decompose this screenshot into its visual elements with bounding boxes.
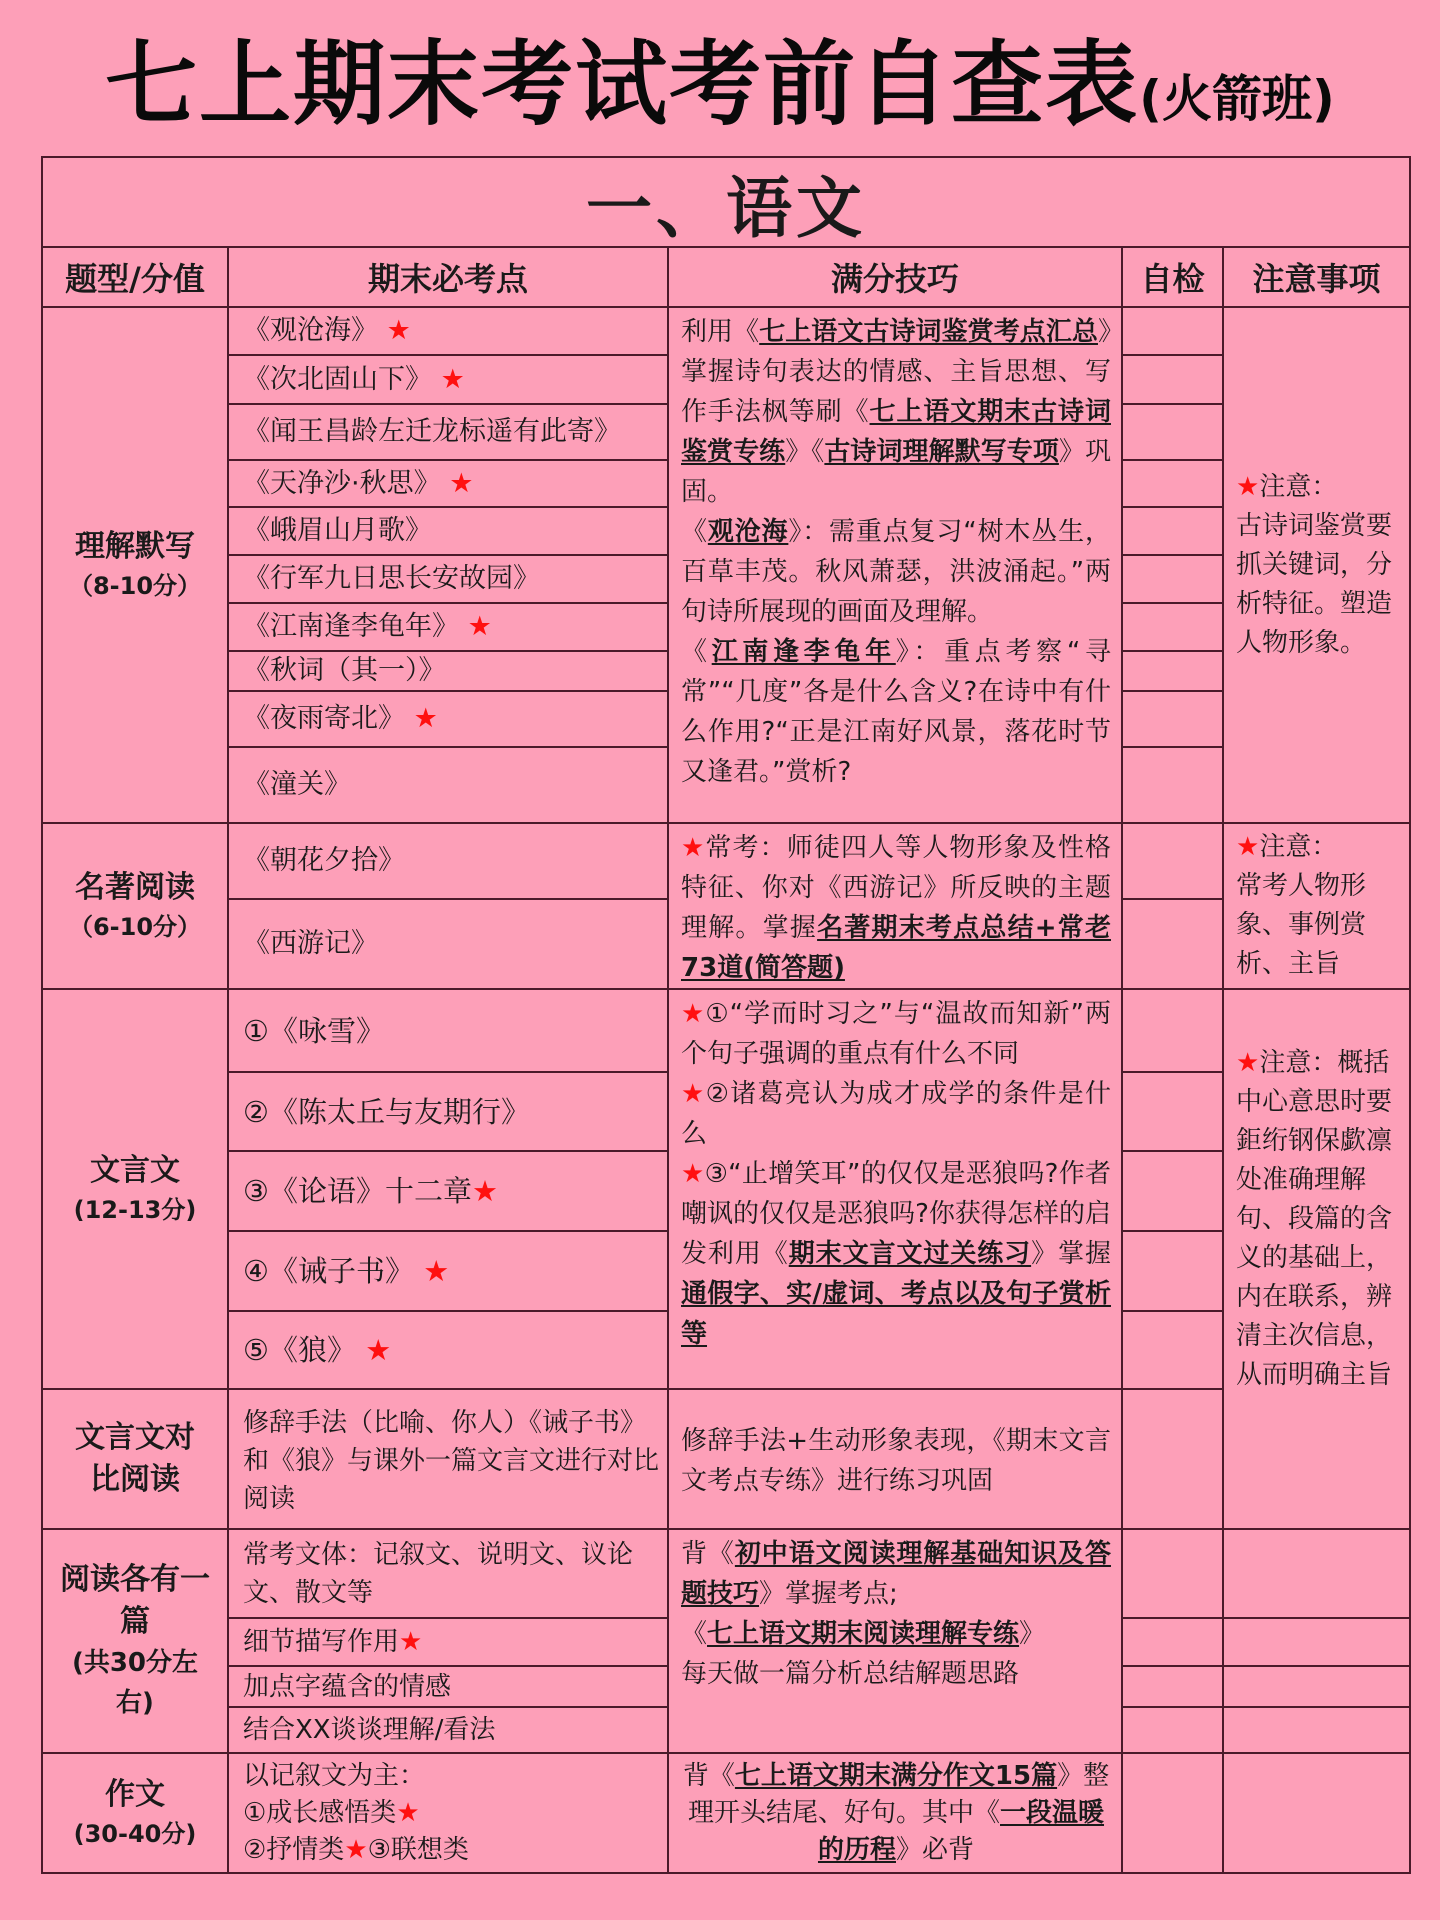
tip-text: 》巩固。 [681,437,1111,507]
note-cell-empty [1222,1665,1411,1708]
note-label: 注意： [1259,832,1338,862]
tip-text: 修辞手法+生动形象表现，《期末文言文考点专练》进行练习巩固 [681,1426,1111,1496]
star-icon: ★ [467,611,492,642]
tips-comparison [667,1388,1123,1530]
category-essay [41,1752,229,1874]
tip-text: 常考：师徒四人等人物形象及性格特征、你对《西游记》所反映的主题理解。掌握 [681,833,1111,943]
category-name: 理解默写 [75,529,195,564]
self-check-box[interactable] [1121,822,1224,900]
key-point-item [227,1665,669,1708]
self-check-box[interactable] [1121,1665,1224,1708]
key-point-item [227,1706,669,1754]
category-classical [41,988,229,1390]
key-point-essay [227,1752,669,1874]
note-poetry [1222,306,1411,824]
resource-link[interactable]: 一段温暖的历程 [817,1798,1105,1865]
tips-classics [667,822,1123,990]
key-point-item [227,746,669,824]
resource-link[interactable]: 初中语文阅读理解基础知识及答题技巧 [681,1539,1111,1609]
star-icon: ★ [423,1254,450,1288]
self-check-box[interactable] [1121,1150,1224,1232]
tip-text: 》整理开头结尾、好句。其中《 [687,1761,1110,1828]
note-classics [1222,822,1411,990]
self-check-box[interactable] [1121,690,1224,748]
tip-text: 背《 [682,1761,735,1791]
star-icon: ★ [681,999,706,1029]
tips-classical [667,988,1123,1390]
key-point-text: 《峨眉山月歌》 [243,515,432,546]
note-label: 注意： [1259,471,1338,502]
key-point-item [227,1388,669,1530]
key-point-item [227,354,669,405]
note-cell-empty [1222,1528,1411,1619]
key-point-text: 《西游记》 [243,928,378,959]
key-point-item [227,403,669,461]
star-icon: ★ [365,1333,392,1367]
tip-text: 》掌握 [1031,1239,1111,1269]
key-point-text: 结合XX谈谈理解/看法 [243,1715,496,1745]
category-name: 名著阅读 [75,870,195,905]
category-comparison [41,1388,229,1530]
key-point-item [227,306,669,356]
note-classical [1222,988,1411,1530]
key-point-item [227,1310,669,1390]
self-check-box[interactable] [1121,1071,1224,1152]
page-title [0,30,1440,154]
note-cell-empty [1222,1706,1411,1754]
note-text: 注意：概括中心意思时要鉅绗钢保歔凛处准确理解句、段篇的含义的基础上，内在联系，辨清主次信息，从而明确主旨 [1236,1048,1393,1390]
self-check-box[interactable] [1121,988,1224,1073]
self-check-box[interactable] [1121,554,1224,604]
self-check-box[interactable] [1121,306,1224,356]
key-point-text: 《观沧海》 [243,315,378,346]
key-point-text: 《秋词（其一）》 [243,655,446,686]
key-point-text: ②《陈太丘与友期行》 [243,1094,530,1129]
key-point-item [227,822,669,900]
tip-text: 《 [681,517,708,547]
key-point-item [227,1230,669,1312]
self-check-box[interactable] [1121,602,1224,652]
star-icon: ★ [1236,832,1260,862]
category-name: 文言文对比阅读 [75,1420,195,1497]
key-point-text: ④《诫子书》 [243,1254,414,1288]
tips-reading [667,1528,1123,1754]
category-name: 阅读各有一篇 [60,1562,210,1639]
note-cell-empty [1222,1617,1411,1667]
category-score: (30-40分) [73,1820,197,1848]
key-point-text: 《夜雨寄北》 [243,703,405,734]
key-point-item [227,554,669,604]
key-point-text: 修辞手法（比喻、你人）《诫子书》和《狼》与课外一篇文言文进行对比阅读 [243,1408,660,1514]
tip-text: 》掌握诗句表达的情感、主旨思想、写作手法枫等刷《 [681,317,1111,427]
category-classics [41,822,229,990]
key-point-item [227,602,669,652]
tip-text: 》《 [785,437,825,467]
self-check-box[interactable] [1121,506,1224,556]
key-point-text: 细节描写作用 [243,1627,400,1657]
tip-text: 利用《 [681,317,760,347]
key-point-item [227,1617,669,1667]
key-point-text: 以记叙文为主： [243,1761,426,1791]
tip-text: 》 [1019,1619,1046,1649]
star-icon: ★ [449,467,474,499]
resource-link[interactable]: 期末文言文过关练习 [788,1239,1032,1269]
tip-text: ②诸葛亮认为成才成学的条件是什么 [681,1079,1112,1149]
category-score: (12-13分) [73,1196,197,1224]
category-reading [41,1528,229,1754]
tip-text: 》：需重点复习“树木丛生，百草丰茂。秋风萧瑟，洪波涌起。”两句诗所展现的画面及理解。 [681,517,1111,627]
tip-emphasis: 通假字、实/虚词、考点以及句子赏析等 [681,1279,1111,1349]
key-point-item [227,898,669,990]
self-check-box[interactable] [1121,459,1224,508]
note-text: 常考人物形象、事例赏析、主旨 [1236,871,1367,979]
self-check-box[interactable] [1121,1617,1224,1667]
note-text: 古诗词鉴赏要抓关键词，分析特征。塑造人物形象。 [1236,510,1393,658]
key-point-item [227,1150,669,1232]
key-point-item [227,988,669,1073]
resource-link[interactable]: 观沧海 [707,517,789,547]
star-icon: ★ [1236,1048,1260,1078]
resource-link[interactable]: 名著期末考点总结+常老73道(简答题) [681,913,1111,983]
key-point-text: ①《咏雪》 [243,1013,385,1048]
resource-link[interactable]: 古诗词理解默写专项 [824,437,1059,467]
key-point-text: 《天净沙·秋思》 [243,467,441,499]
key-point-text: ①成长感悟类 [243,1798,397,1828]
key-point-text: 《闻王昌龄左迁龙标遥有此寄》 [243,416,621,447]
tip-text: 》掌握考点; [759,1579,898,1609]
self-check-box[interactable] [1121,403,1224,461]
star-icon: ★ [386,315,411,346]
key-point-text: ⑤《狼》 [243,1333,356,1367]
tip-text: 背《 [681,1539,735,1569]
category-score: （8-10分） [68,572,202,600]
key-point-item [227,506,669,556]
note-cell-empty [1222,1752,1411,1874]
tips-poetry [667,306,1123,824]
self-check-box[interactable] [1121,1706,1224,1754]
star-icon: ★ [413,703,438,734]
column-header-type-score: 题型/分值 [41,246,229,308]
tip-text: 》：重点考察“寻常”“几度”各是什么含义?在诗中有什么作用?“正是江南好风景，落花时节又逢君。”赏析? [681,637,1111,787]
column-header-notes: 注意事项 [1222,246,1411,308]
category-score: （6-10分） [68,913,202,941]
resource-link[interactable]: 江南逢李龟年 [711,637,896,667]
star-icon: ★ [681,833,706,863]
star-icon: ★ [399,1627,423,1657]
tip-text: 《 [681,637,712,667]
key-point-item [227,1528,669,1619]
self-check-box[interactable] [1121,1752,1224,1874]
self-check-box[interactable] [1121,1388,1224,1530]
key-point-item [227,690,669,748]
resource-link[interactable]: 七上语文期末满分作文15篇 [734,1761,1058,1791]
key-point-text: 《次北固山下》 [243,363,432,395]
resource-link[interactable]: 七上语文期末古诗词鉴赏专练 [681,397,1111,467]
category-name: 作文 [105,1777,165,1812]
column-header-self-check: 自检 [1121,246,1224,308]
tip-text: ①“学而时习之”与“温故而知新”两个句子强调的重点有什么不同 [681,999,1111,1069]
key-point-text: ③《论语》十二章 [243,1174,472,1208]
self-check-box[interactable] [1121,650,1224,692]
star-icon: ★ [472,1174,498,1208]
key-point-text: ②抒情类 [243,1835,345,1865]
self-check-box[interactable] [1121,746,1224,824]
page-title-suffix: (火箭班) [1139,70,1335,128]
key-point-text: ③联想类 [367,1835,469,1865]
resource-link[interactable]: 七上语文古诗词鉴赏考点汇总 [759,317,1098,347]
star-icon: ★ [681,1079,706,1109]
star-icon: ★ [344,1835,368,1865]
key-point-text: 《潼关》 [243,769,351,800]
key-point-item [227,650,669,692]
star-icon: ★ [681,1159,705,1189]
key-point-item [227,1071,669,1152]
page-title-main: 七上期末考试考前自查表 [105,31,1140,138]
resource-link[interactable]: 七上语文期末阅读理解专练 [707,1619,1020,1649]
category-score: (共30分左右) [71,1648,199,1718]
column-header-tips: 满分技巧 [667,246,1123,308]
category-poetry [41,306,229,824]
self-check-box[interactable] [1121,1310,1224,1390]
star-icon: ★ [440,363,465,395]
tip-text: 》必背 [896,1835,975,1865]
self-check-box[interactable] [1121,1528,1224,1619]
key-point-text: 常考文体：记叙文、说明文、议论文、散文等 [243,1540,634,1608]
star-icon: ★ [396,1798,420,1828]
tips-essay [667,1752,1123,1874]
star-icon: ★ [1236,471,1260,502]
column-header-key-points: 期末必考点 [227,246,669,308]
self-check-box[interactable] [1121,898,1224,990]
key-point-text: 加点字蕴含的情感 [243,1671,452,1702]
section-title: 一、语文 [41,156,1411,248]
key-point-text: 《朝花夕拾》 [243,845,405,876]
self-check-box[interactable] [1121,1230,1224,1312]
tip-text: ③“止增笑耳”的仅仅是恶狼吗?作者嘲讽的仅仅是恶狼吗?你获得怎样的启发利用《 [681,1159,1111,1269]
category-name: 文言文 [90,1153,180,1188]
tip-text: 《 [681,1619,708,1649]
key-point-item [227,459,669,508]
tip-text: 每天做一篇分析总结解题思路 [681,1659,1020,1689]
self-check-box[interactable] [1121,354,1224,405]
key-point-text: 《江南逢李龟年》 [243,611,459,642]
key-point-text: 《行军九日思长安故园》 [243,563,540,594]
